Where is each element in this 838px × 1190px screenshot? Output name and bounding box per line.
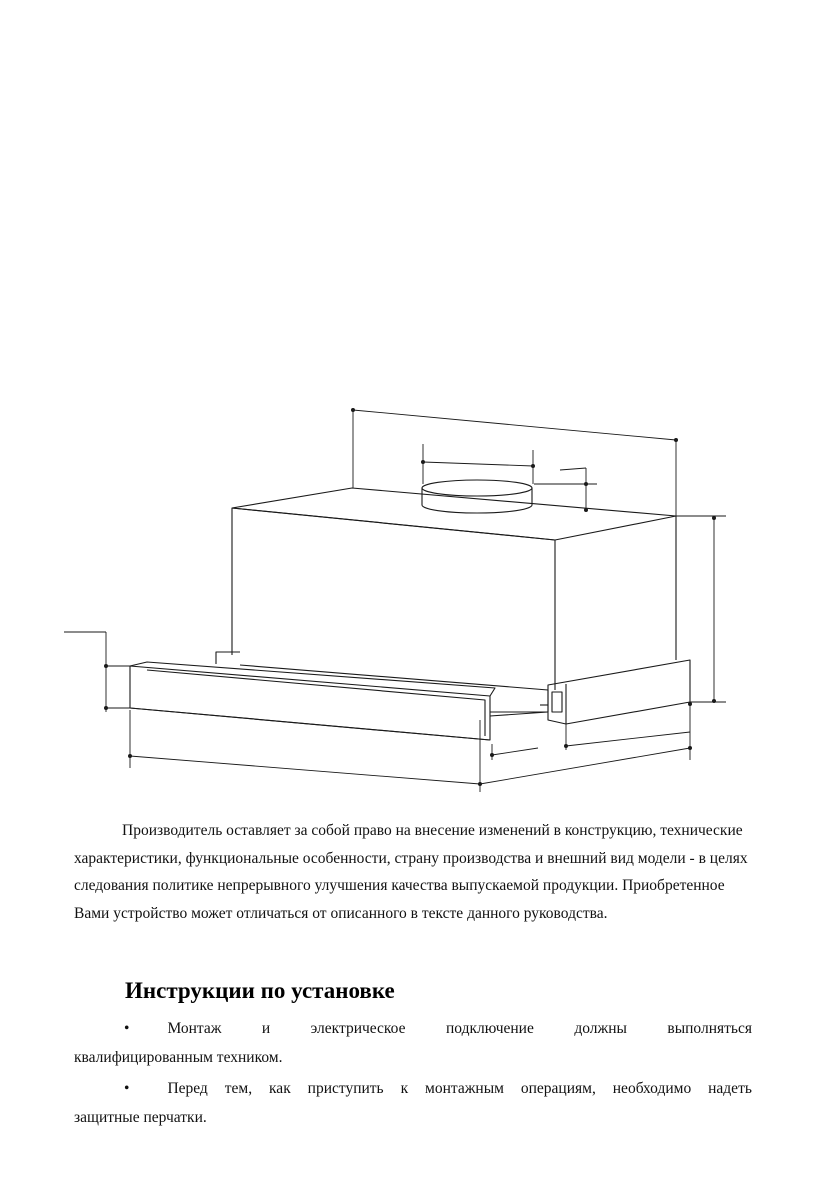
instruction-continuation: квалифицированным техником.: [74, 1049, 283, 1066]
instruction-continuation: защитные перчатки.: [74, 1109, 207, 1126]
word: монтажным: [425, 1080, 504, 1097]
word: электрическое: [310, 1020, 406, 1037]
word: приступить: [307, 1080, 384, 1097]
word: как: [269, 1080, 291, 1097]
disclaimer-text: Производитель оставляет за собой право на внесение изменений в конструкцию, технические характеристики, функциональные особенности, страну производства и внешний вид модели - в целях следования политике непрерывного улучшения качества выпускаемой продукции. Приобретенное Вами устройство может отличаться от описанного в тексте данного руководства.: [74, 822, 748, 922]
word: тем,: [224, 1080, 253, 1097]
duct-collar-top: [422, 480, 532, 496]
word: подключение: [445, 1020, 534, 1037]
word: Монтаж: [167, 1020, 222, 1037]
hood-body-front: [232, 508, 555, 690]
word: выполняться: [667, 1020, 752, 1037]
visor-panel: [130, 666, 490, 740]
word: операциям,: [520, 1080, 596, 1097]
duct-collar-side: [422, 488, 532, 513]
instruction-item-2: [74, 1074, 752, 1132]
word: Перед: [167, 1080, 208, 1097]
right-rail: [548, 660, 690, 724]
instruction-item-1: [74, 1014, 752, 1072]
range-hood-drawing: [0, 380, 838, 800]
word: надеть: [708, 1080, 752, 1097]
word: необходимо: [612, 1080, 692, 1097]
bullet-marker: •: [124, 1080, 130, 1097]
word: к: [400, 1080, 409, 1097]
disclaimer-notice: [74, 817, 754, 927]
bullet-marker: •: [124, 1020, 130, 1037]
installation-heading: Инструкции по установке: [125, 978, 395, 1003]
word: и: [261, 1020, 271, 1037]
word: должны: [574, 1020, 627, 1037]
